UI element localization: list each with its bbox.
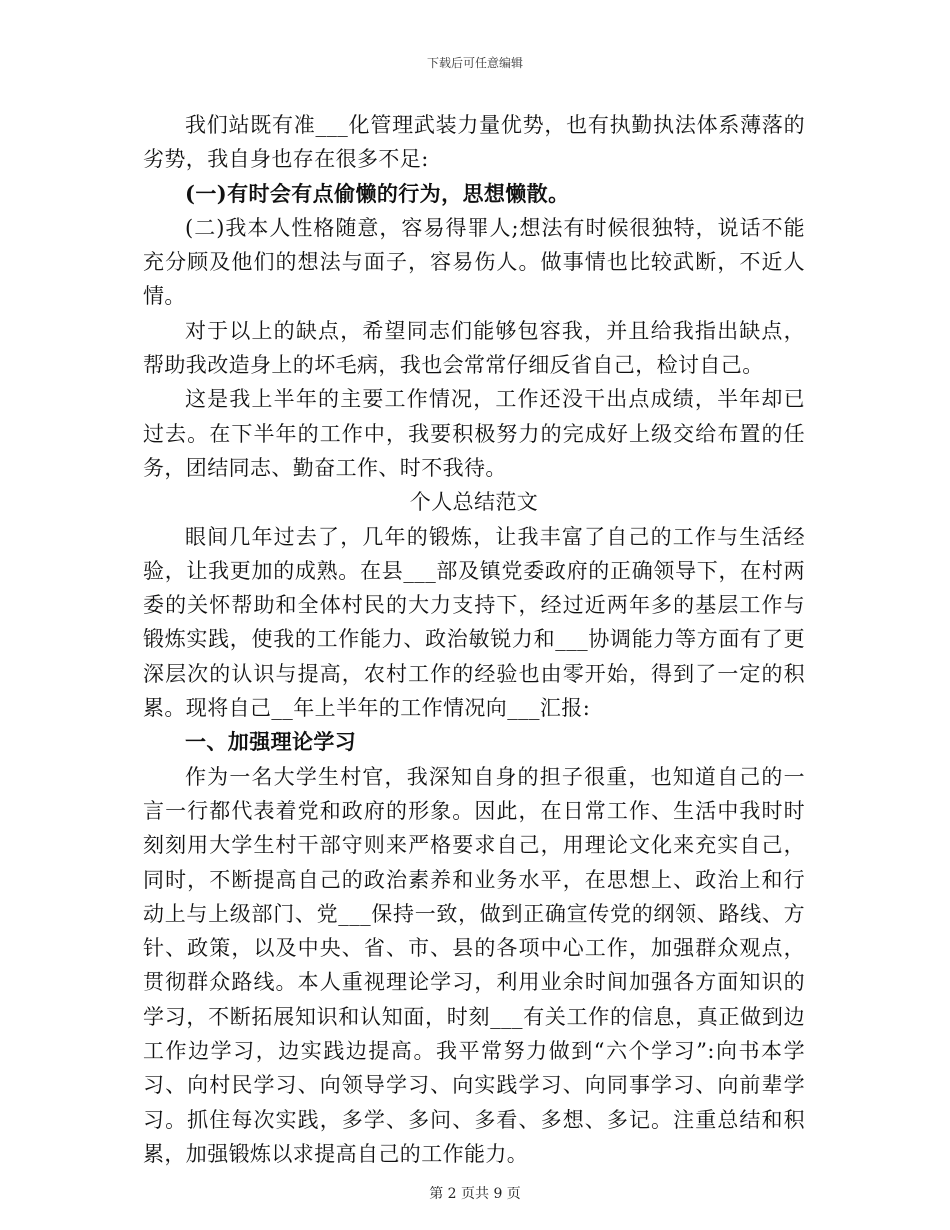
section-title: 个人总结范文 bbox=[409, 490, 539, 515]
page-header: 下载后可任意编辑 bbox=[426, 56, 523, 70]
paragraph: 我们站既有准___化管理武装力量优势，也有执勤执法体系薄落的劣势，我自身也存在很多不足: bbox=[143, 113, 805, 172]
paragraph: 作为一名大学生村官，我深知自身的担子很重，也知道自己的一言一行都代表着党和政府的形象。因此，在日常工作、生活中我时时刻刻用大学生村干部守则来严格要求自己，用理论文化来充实自己，同时，不断提高自己的政治素养和业务水平，在思想上、政治上和行动上与上级部门、党___保持一致，做到正确宣传党的纲领、路线、方针、政策，以及中央、省、市、县的各项中心工作，加强群众观点，贯彻群众路线。本人重视理论学习，利用业余时间加强各方面知识的学习，不断拓展知识和认知面，时刻___有关工作的信息，真正做到边工作边学习，边实践边提高。我平常努力做到“六个学习”:向书本学习、向村民学习、向领导学习、向实践学习、向同事学习、向前辈学习。抓住每次实践，多学、多问、多看、多想、多记。注重总结和积累，加强锻炼以求提高自己的工作能力。 bbox=[143, 764, 805, 1166]
bold-item-heading: (一)有时会有点偷懒的行为，思想懒散。 bbox=[185, 180, 570, 206]
page-number: 第 2 页共 9 页 bbox=[429, 1186, 521, 1202]
paragraph: 对于以上的缺点，希望同志们能够包容我，并且给我指出缺点，帮助我改造身上的坏毛病，我也会常常仔细反省自己，检讨自己。 bbox=[143, 318, 805, 378]
paragraph: 这是我上半年的主要工作情况，工作还没干出点成绩，半年却已过去。在下半年的工作中，我要积极努力的完成好上级交给布置的任务，团结同志、勤奋工作、时不我待。 bbox=[143, 387, 805, 480]
document-body bbox=[143, 108, 805, 1171]
section-heading: 一、加强理论学习 bbox=[185, 729, 357, 755]
paragraph: 眼间几年过去了，几年的锻炼，让我丰富了自己的工作与生活经验，让我更加的成熟。在县___部及镇党委政府的正确领导下，在村两委的关怀帮助和全体村民的大力支持下，经过近两年多的基层工作与锻炼实践，使我的工作能力、政治敏锐力和___协调能力等方面有了更深层次的认识与提高，农村工作的经验也由零开始，得到了一定的积累。现将自己__年上半年的工作情况向___汇报: bbox=[143, 524, 805, 721]
paragraph: (二)我本人性格随意，容易得罪人;想法有时候很独特，说话不能充分顾及他们的想法与面子，容易伤人。做事情也比较武断，不近人情。 bbox=[143, 215, 805, 309]
